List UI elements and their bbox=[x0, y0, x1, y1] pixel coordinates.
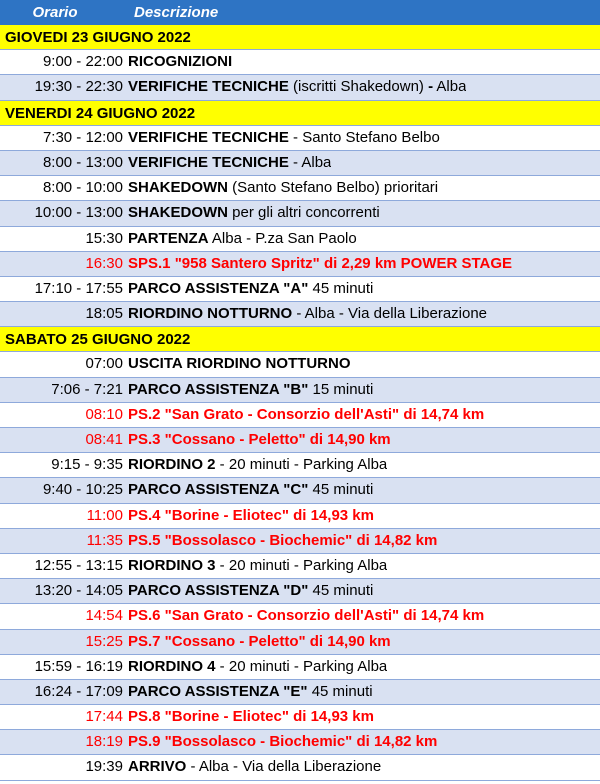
row-title: PARCO ASSISTENZA "B" bbox=[128, 380, 309, 398]
schedule-row bbox=[0, 655, 600, 680]
row-detail: (Santo Stefano Belbo) prioritari bbox=[228, 179, 439, 197]
row-time: 11:35 bbox=[86, 531, 123, 549]
table-body bbox=[0, 25, 600, 781]
row-description bbox=[128, 680, 373, 704]
row-detail: 45 minuti bbox=[308, 279, 374, 297]
row-description bbox=[128, 403, 484, 427]
row-title: SHAKEDOWN bbox=[128, 204, 228, 222]
schedule-row bbox=[0, 579, 600, 604]
row-title: PARCO ASSISTENZA "A" bbox=[128, 279, 309, 297]
row-title: PS.3 "Cossano - Peletto" di 14,90 km bbox=[128, 431, 391, 448]
schedule-row bbox=[0, 453, 600, 478]
row-title: VERIFICHE TECNICHE bbox=[128, 153, 289, 171]
schedule-row bbox=[0, 680, 600, 705]
row-description bbox=[128, 655, 387, 679]
schedule-row bbox=[0, 151, 600, 176]
row-time: 08:41 bbox=[85, 431, 123, 448]
row-description bbox=[128, 478, 373, 502]
row-title: PARCO ASSISTENZA "C" bbox=[128, 481, 309, 499]
row-description bbox=[128, 50, 232, 74]
row-detail: - Alba - Via della Liberazione bbox=[186, 758, 382, 776]
stage-row bbox=[0, 705, 600, 730]
row-description bbox=[128, 378, 373, 402]
schedule-row bbox=[0, 755, 600, 780]
row-title: PS.9 "Bossolasco - Biochemic" di 14,82 km bbox=[128, 733, 438, 751]
row-description bbox=[128, 529, 437, 553]
row-title: VERIFICHE TECNICHE bbox=[128, 78, 289, 96]
row-time: 17:44 bbox=[85, 708, 123, 726]
row-time: 10:00 - 13:00 bbox=[34, 204, 123, 222]
row-description bbox=[128, 252, 512, 276]
schedule-row bbox=[0, 50, 600, 75]
row-description bbox=[128, 730, 437, 754]
stage-row bbox=[0, 252, 600, 277]
row-description bbox=[128, 151, 331, 175]
row-title: PARCO ASSISTENZA "D" bbox=[128, 582, 309, 600]
row-time: 16:24 - 17:09 bbox=[34, 682, 123, 700]
row-detail: 45 minuti bbox=[308, 481, 374, 499]
row-description bbox=[128, 302, 487, 326]
time-column-header: Orario bbox=[32, 4, 78, 21]
row-title: PARTENZA bbox=[128, 229, 209, 247]
row-detail: Alba bbox=[433, 78, 467, 96]
schedule-row bbox=[0, 378, 600, 403]
row-title: USCITA RIORDINO NOTTURNO bbox=[128, 355, 351, 373]
stage-row bbox=[0, 428, 600, 453]
row-detail: (iscritti Shakedown) bbox=[288, 78, 429, 96]
row-description bbox=[128, 277, 373, 301]
row-time: 7:30 - 12:00 bbox=[42, 128, 123, 146]
row-time: 19:39 bbox=[85, 758, 123, 776]
row-description bbox=[128, 352, 351, 376]
schedule-row bbox=[0, 227, 600, 252]
row-description bbox=[128, 504, 374, 528]
row-title: PS.7 "Cossano - Peletto" di 14,90 km bbox=[128, 632, 391, 650]
row-detail: 45 minuti bbox=[308, 582, 374, 600]
row-title: SHAKEDOWN bbox=[128, 179, 228, 197]
row-detail: - 20 minuti - Parking Alba bbox=[215, 456, 388, 474]
schedule-row bbox=[0, 478, 600, 503]
row-title: PS.4 "Borine - Eliotec" di 14,93 km bbox=[128, 506, 374, 524]
row-description bbox=[128, 705, 374, 729]
row-time: 12:55 - 13:15 bbox=[34, 556, 123, 574]
row-title: PARCO ASSISTENZA "E" bbox=[128, 682, 308, 700]
day-heading: VENERDI 24 GIUGNO 2022 bbox=[0, 101, 600, 126]
schedule-row bbox=[0, 352, 600, 377]
row-title: RIORDINO NOTTURNO bbox=[128, 305, 293, 323]
schedule-row bbox=[0, 126, 600, 151]
row-time: 07:00 bbox=[85, 355, 123, 373]
row-time: 15:25 bbox=[85, 632, 123, 650]
schedule-row bbox=[0, 302, 600, 327]
row-detail: 45 minuti bbox=[307, 682, 373, 700]
row-time: 9:40 - 10:25 bbox=[42, 481, 123, 499]
row-title: SPS.1 "958 Santero Spritz" di 2,29 km POWER STAGE bbox=[128, 254, 513, 272]
row-detail: Alba - P.za San Paolo bbox=[208, 229, 357, 247]
row-title: ARRIVO bbox=[128, 758, 187, 776]
row-time: 7:06 - 7:21 bbox=[51, 380, 123, 398]
row-time: 11:00 bbox=[86, 506, 123, 524]
row-time: 08:10 bbox=[85, 405, 123, 423]
row-title: VERIFICHE TECNICHE bbox=[128, 128, 289, 146]
row-description bbox=[128, 630, 391, 654]
row-time: 18:05 bbox=[85, 305, 123, 323]
row-title: RICOGNIZIONI bbox=[128, 53, 233, 71]
schedule-row bbox=[0, 75, 600, 100]
day-heading: SABATO 25 GIUGNO 2022 bbox=[0, 327, 600, 352]
row-time: 15:59 - 16:19 bbox=[34, 657, 123, 675]
row-description bbox=[128, 579, 373, 603]
row-detail: - Santo Stefano Belbo bbox=[288, 128, 440, 146]
stage-row bbox=[0, 504, 600, 529]
row-time: 15:30 bbox=[85, 229, 123, 247]
row-time: 19:30 - 22:30 bbox=[34, 78, 123, 96]
row-detail: - Alba bbox=[288, 153, 332, 171]
row-time: 17:10 - 17:55 bbox=[34, 279, 123, 297]
stage-row bbox=[0, 730, 600, 755]
row-description bbox=[128, 428, 391, 452]
row-title: RIORDINO 3 bbox=[128, 556, 216, 574]
row-separator: - bbox=[428, 78, 434, 96]
row-title: RIORDINO 2 bbox=[128, 456, 216, 474]
stage-row bbox=[0, 630, 600, 655]
row-description bbox=[128, 755, 381, 779]
row-description bbox=[128, 227, 357, 251]
row-title: PS.2 "San Grato - Consorzio dell'Asti" di 14,74 km bbox=[128, 405, 485, 423]
day-heading: GIOVEDI 23 GIUGNO 2022 bbox=[0, 25, 600, 50]
row-detail: per gli altri concorrenti bbox=[228, 204, 380, 222]
row-time: 13:20 - 14:05 bbox=[34, 582, 123, 600]
row-time: 8:00 - 10:00 bbox=[42, 179, 123, 197]
row-detail: - Alba - Via della Liberazione bbox=[292, 305, 488, 323]
row-time: 8:00 - 13:00 bbox=[42, 153, 123, 171]
row-detail: - 20 minuti - Parking Alba bbox=[215, 657, 388, 675]
row-title: PS.8 "Borine - Eliotec" di 14,93 km bbox=[128, 708, 374, 726]
row-description bbox=[128, 604, 484, 628]
row-title: RIORDINO 4 bbox=[128, 657, 216, 675]
schedule-row bbox=[0, 554, 600, 579]
schedule-row bbox=[0, 277, 600, 302]
row-description bbox=[128, 201, 380, 225]
row-time: 9:15 - 9:35 bbox=[51, 456, 123, 474]
row-description bbox=[128, 126, 440, 150]
stage-row bbox=[0, 529, 600, 554]
row-description bbox=[128, 75, 466, 99]
row-time: 16:30 bbox=[85, 254, 123, 272]
row-description bbox=[128, 176, 438, 200]
row-title: PS.5 "Bossolasco - Biochemic" di 14,82 km bbox=[128, 531, 438, 549]
stage-row bbox=[0, 403, 600, 428]
row-description bbox=[128, 554, 387, 578]
row-detail: - 20 minuti - Parking Alba bbox=[215, 556, 388, 574]
row-detail: 15 minuti bbox=[308, 380, 374, 398]
row-title: PS.6 "San Grato - Consorzio dell'Asti" di 14,74 km bbox=[128, 607, 485, 625]
stage-row bbox=[0, 604, 600, 629]
row-time: 18:19 bbox=[85, 733, 123, 751]
schedule-row bbox=[0, 176, 600, 201]
schedule-row bbox=[0, 201, 600, 226]
description-column-header: Descrizione bbox=[134, 4, 219, 21]
table-header bbox=[0, 0, 600, 25]
row-time: 14:54 bbox=[85, 607, 123, 625]
row-description bbox=[128, 453, 387, 477]
row-time: 9:00 - 22:00 bbox=[42, 53, 123, 71]
